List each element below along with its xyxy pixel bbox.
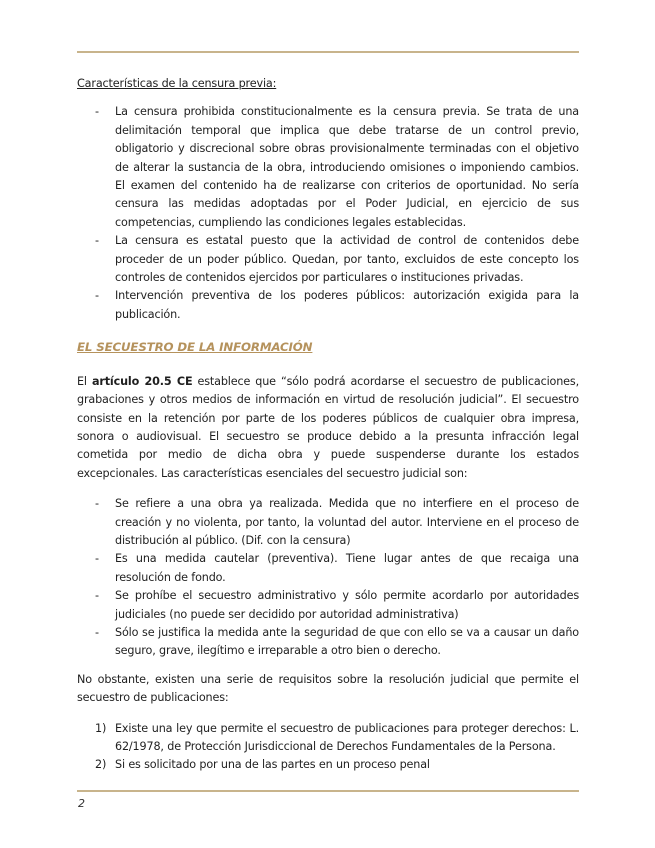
intro-text-rest: establece que “sólo podrá acordarse el secuestro de publicaciones, grabaciones y otros medios de información en virtud de resolución judicial”. El secuestro consiste en la retención por parte de los poderes públicos de cualquier obra impresa, sonora o audiovisual. El secuestro se produce debido a la presunta infracción legal cometida por medio de dicha obra y puede suspenderse durante los estados excepcionales. Las características esenciales del secuestro judicial son: — [77, 374, 579, 480]
header-rule — [77, 51, 579, 53]
article-reference: artículo 20.5 CE — [91, 374, 193, 388]
list-item — [77, 756, 579, 774]
page-body — [77, 75, 579, 775]
page-number: 2 — [78, 797, 85, 810]
intro-paragraph — [77, 373, 579, 483]
requisitos-intro: No obstante, existen una serie de requisitos sobre la resolución judicial que permite el secuestro de publicaciones: — [77, 672, 579, 705]
list-item: - Es una medida cautelar (preventiva). Tiene lugar antes de que recaiga una resolución de fondo. — [77, 550, 579, 587]
list-item: - Se refiere a una obra ya realizada. Medida que no interfiere en el proceso de creación y no violenta, por tanto, la voluntad del autor. Interviene en el proceso de distribución al público. (Dif. con la censura) — [77, 495, 579, 550]
footer-rule — [77, 790, 579, 792]
list-item-text: Existe una ley que permite el secuestro de publicaciones para proteger derechos: L. 62/1978, de Protección Jurisdiccional de Derechos Fundamentales de la Persona. — [115, 721, 579, 753]
list-marker: 1) — [95, 721, 107, 735]
list-item: - Se prohíbe el secuestro administrativo y sólo permite acordarlo por autoridades judiciales (no puede ser decidido por autoridad administrativa) — [77, 587, 579, 624]
list-marker: 2) — [95, 758, 107, 772]
list-item-text: Si es solicitado por una de las partes en un proceso penal — [115, 758, 430, 772]
censura-list — [77, 103, 579, 324]
section-title: EL SECUESTRO DE LA INFORMACIÓN — [77, 340, 313, 355]
intro-text-start: El — [77, 374, 92, 388]
list-item: - Intervención preventiva de los poderes públicos: autorización exigida para la publicación. — [77, 287, 579, 324]
requisitos-list — [77, 720, 579, 775]
list-item — [77, 720, 579, 757]
list-item: - Sólo se justifica la medida ante la seguridad de que con ello se va a causar un daño seguro, grave, ilegítimo e irreparable a otro bien o derecho. — [77, 624, 579, 661]
list-item: - La censura prohibida constitucionalmente es la censura previa. Se trata de una delimitación temporal que implica que debe tratarse de un control previo, obligatorio y discrecional sobre obras provisionalmente terminadas con el objetivo de alterar la sustancia de la obra, introduciendo omisiones o imponiendo cambios. El examen del contenido ha de realizarse con criterios de oportunidad. No sería censura las medidas adoptadas por el Poder Judicial, en ejercicio de sus competencias, cumpliendo las condiciones legales establecidas. — [77, 103, 579, 232]
secuestro-list — [77, 495, 579, 661]
list-item: - La censura es estatal puesto que la actividad de control de contenidos debe proceder de un poder público. Quedan, por tanto, excluidos de este concepto los controles de contenidos ejercidos por particulares o instituciones privadas. — [77, 232, 579, 287]
censura-subheading: Características de la censura previa: — [77, 77, 277, 90]
